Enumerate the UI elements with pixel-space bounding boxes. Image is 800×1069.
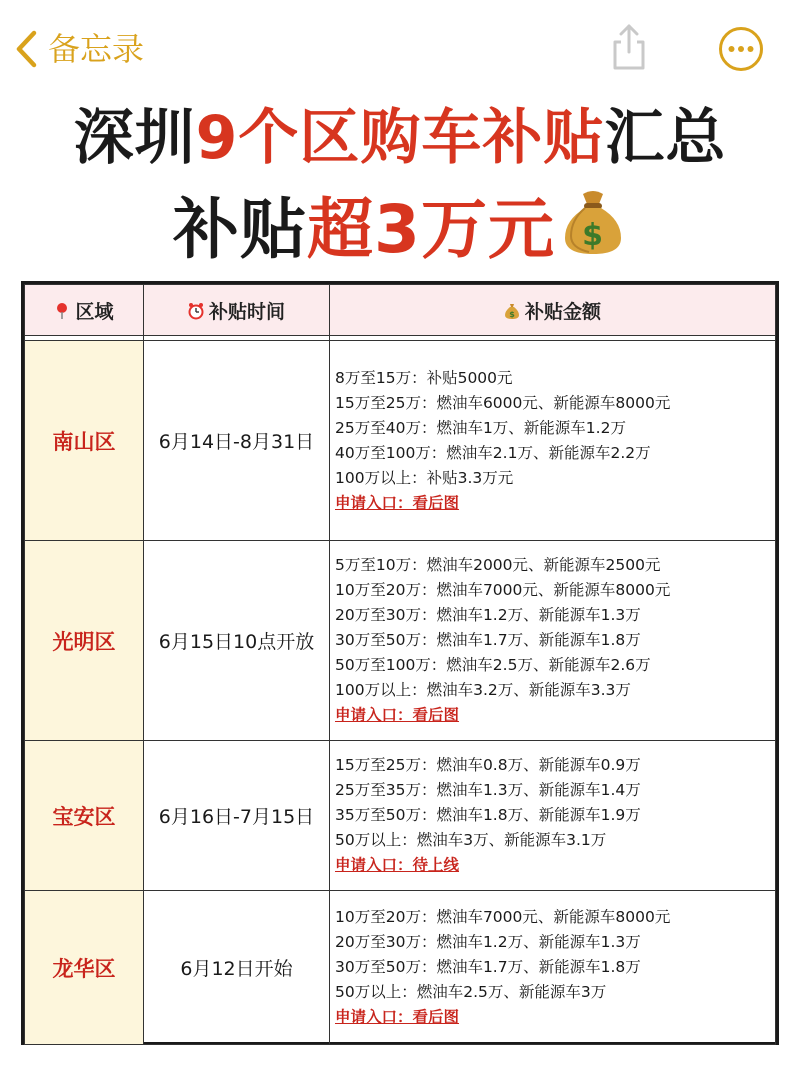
- amount-line: 50万以上：燃油车2.5万、新能源车3万: [335, 983, 607, 1001]
- alarm-clock-icon: [188, 302, 204, 320]
- svg-text:$: $: [582, 218, 604, 253]
- moneybag-icon: [559, 186, 627, 258]
- amount-line: 25万至35万：燃油车1.3万、新能源车1.4万: [335, 781, 641, 799]
- table-header-row: [25, 285, 776, 336]
- district-cell: 龙华区: [25, 891, 144, 1045]
- amount-line: 30万至50万：燃油车1.7万、新能源车1.8万: [335, 631, 641, 649]
- header-amount: $ 补贴金额: [330, 285, 776, 336]
- headline-1-part-b: 9个区购车补贴: [195, 103, 605, 173]
- table-row: [25, 541, 776, 741]
- amount-cell: [330, 541, 776, 741]
- amount-line: 30万至50万：燃油车1.7万、新能源车1.8万: [335, 958, 641, 976]
- amount-line: 100万以上：燃油车3.2万、新能源车3.3万: [335, 681, 631, 699]
- amount-cell: [330, 341, 776, 541]
- amount-line: 50万以上：燃油车3万、新能源车3.1万: [335, 831, 607, 849]
- amount-line: 25万至40万：燃油车1万、新能源车1.2万: [335, 418, 626, 437]
- apply-entry-link[interactable]: 申请入口：看后图: [335, 1008, 460, 1026]
- headline-2-part-b: 超3万元: [307, 191, 555, 268]
- apply-entry-link[interactable]: 申请入口：看后图: [335, 493, 460, 512]
- headline-1-part-a: 深圳: [73, 103, 196, 173]
- amount-line: 40万至100万：燃油车2.1万、新能源车2.2万: [335, 443, 651, 462]
- district-cell: 宝安区: [25, 741, 144, 891]
- amount-cell: [330, 741, 776, 891]
- headline-line-2: [0, 186, 800, 273]
- amount-line: 35万至50万：燃油车1.8万、新能源车1.9万: [335, 806, 641, 824]
- header-district: 区域: [25, 285, 144, 336]
- amount-line: 10万至20万：燃油车7000元、新能源车8000元: [335, 908, 671, 926]
- header-time: 补贴时间: [144, 285, 330, 336]
- amount-line: 8万至15万：补贴5000元: [335, 368, 513, 387]
- headline-2-part-a: 补贴: [173, 191, 308, 268]
- time-cell: 6月12日开始: [144, 891, 330, 1045]
- svg-text:$: $: [509, 309, 515, 319]
- amount-line: 50万至100万：燃油车2.5万、新能源车2.6万: [335, 656, 651, 674]
- amount-line: 20万至30万：燃油车1.2万、新能源车1.3万: [335, 606, 641, 624]
- headline-1-part-c: 汇总: [604, 103, 727, 173]
- share-icon[interactable]: [606, 22, 652, 72]
- apply-entry-link[interactable]: 申请入口：看后图: [335, 706, 460, 724]
- amount-line: 15万至25万：燃油车0.8万、新能源车0.9万: [335, 756, 641, 774]
- amount-line: 5万至10万：燃油车2000元、新能源车2500元: [335, 556, 661, 574]
- time-cell: 6月15日10点开放: [144, 541, 330, 741]
- table-row: [25, 341, 776, 541]
- table-row: [25, 891, 776, 1045]
- pin-icon: [54, 302, 70, 320]
- more-options-icon[interactable]: [718, 26, 764, 72]
- moneybag-small-icon: [504, 302, 520, 320]
- table-row: [25, 741, 776, 891]
- amount-line: 100万以上：补贴3.3万元: [335, 468, 514, 487]
- chevron-left-icon: [14, 29, 40, 69]
- amount-line: 20万至30万：燃油车1.2万、新能源车1.3万: [335, 933, 641, 951]
- back-label: 备忘录: [48, 30, 145, 68]
- district-cell: 南山区: [25, 341, 144, 541]
- apply-entry-link[interactable]: 申请入口：待上线: [335, 856, 460, 874]
- district-cell: 光明区: [25, 541, 144, 741]
- amount-line: 15万至25万：燃油车6000元、新能源车8000元: [335, 393, 671, 412]
- subsidy-table: [21, 281, 779, 1045]
- time-cell: 6月16日-7月15日: [144, 741, 330, 891]
- amount-cell: [330, 891, 776, 1045]
- top-navigation-bar: [0, 0, 800, 96]
- time-cell: 6月14日-8月31日: [144, 341, 330, 541]
- headline-line-1: [0, 98, 800, 178]
- amount-line: 10万至20万：燃油车7000元、新能源车8000元: [335, 581, 671, 599]
- back-button[interactable]: [14, 26, 144, 72]
